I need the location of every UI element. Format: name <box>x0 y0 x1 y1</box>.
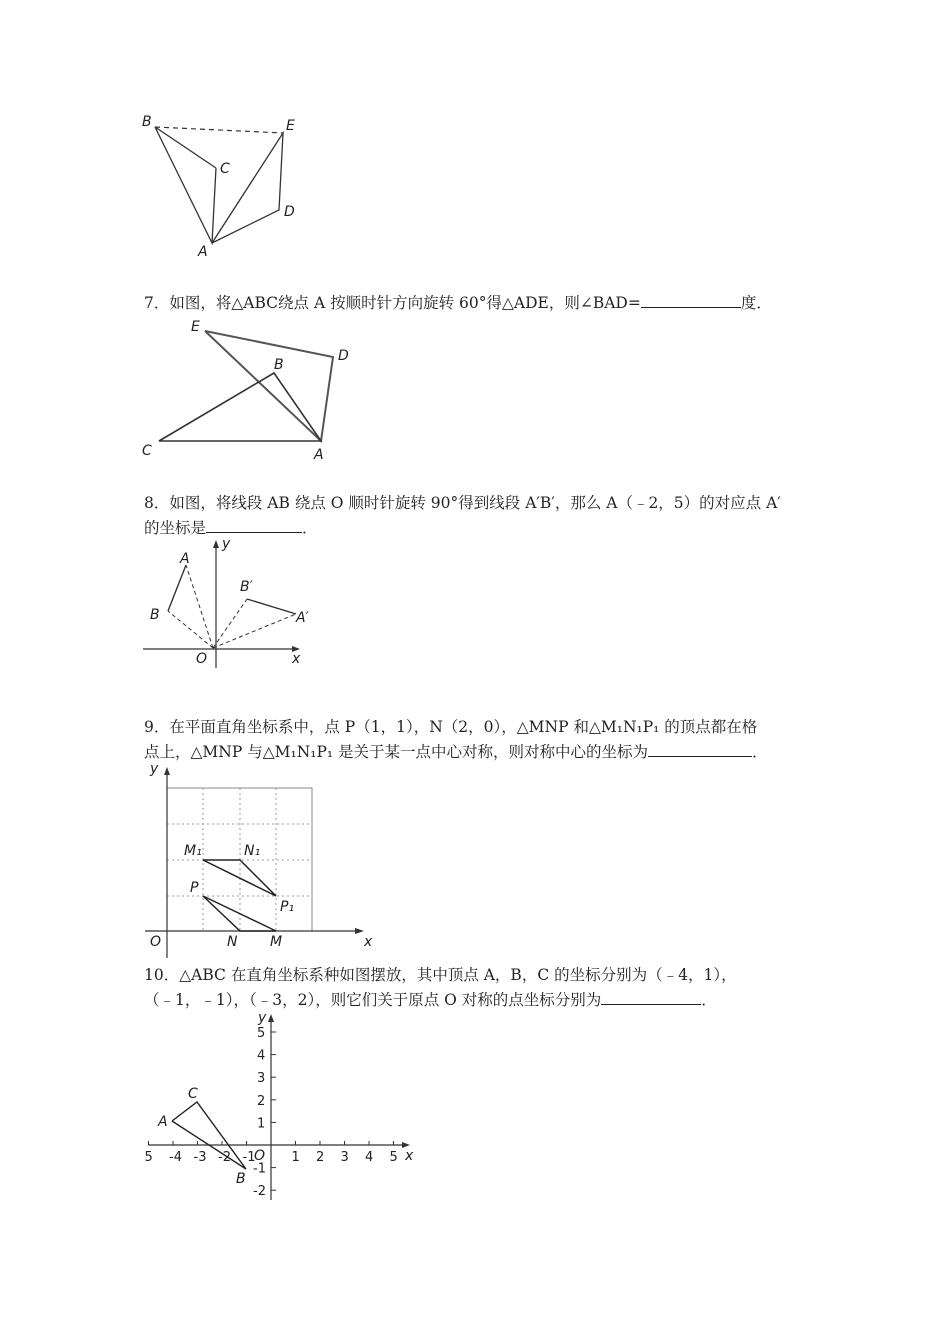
y-tick-label: -2 <box>253 1184 266 1200</box>
question-number: 7． <box>144 294 170 312</box>
label-p: P <box>190 880 199 896</box>
label-a: A <box>198 244 208 260</box>
question-unit: 度． <box>740 294 772 312</box>
label-p1: P₁ <box>280 899 295 915</box>
label-a: A <box>158 1114 168 1130</box>
question-text-line2: 的坐标是 <box>144 519 207 537</box>
label-b: B <box>236 1171 246 1187</box>
label-c: C <box>188 1086 198 1102</box>
y-tick-label: 2 <box>257 1093 266 1109</box>
x-tick-label: 5 <box>144 1150 153 1165</box>
label-x: x <box>292 651 301 667</box>
label-b: B <box>274 357 284 373</box>
x-tick-label: 3 <box>340 1150 349 1165</box>
y-tick-label: 5 <box>257 1026 266 1041</box>
label-x: x <box>364 934 373 950</box>
label-e: E <box>191 319 200 335</box>
label-y: y <box>222 536 231 552</box>
label-o: O <box>150 934 162 950</box>
question-text-line1: △ABC 在直角坐标系种如图摆放，其中顶点 A，B，C 的坐标分别为（﹣4，1）， <box>179 966 737 984</box>
label-a: A <box>180 551 190 567</box>
question-text-line1: 如图，将线段 AB 绕点 O 顺时针旋转 90°得到线段 A′B′，那么 A（﹣2，5）的对应点 A′ <box>169 494 781 512</box>
label-n1: N₁ <box>244 843 261 859</box>
x-tick-label: -2 <box>218 1150 231 1165</box>
question-text-line1: 在平面直角坐标系中，点 P（1，1），N（2，0），△MNP 和△M₁N₁P₁ 的顶点都在格 <box>169 718 758 736</box>
x-tick-label: 2 <box>316 1150 325 1165</box>
label-e: E <box>286 118 295 134</box>
label-m: M <box>270 934 283 950</box>
label-b-prime: B′ <box>240 579 253 595</box>
question-number: 9． <box>144 718 170 736</box>
label-y: y <box>150 761 159 777</box>
y-tick-label: 4 <box>257 1048 266 1064</box>
x-tick-label: 1 <box>291 1150 300 1165</box>
label-c: C <box>220 161 230 177</box>
question-number: 8． <box>144 494 170 512</box>
label-b: B <box>142 114 152 130</box>
y-ticks <box>253 1026 276 1199</box>
x-tick-label: -1 <box>242 1150 256 1165</box>
x-tick-label: 5 <box>389 1150 398 1165</box>
label-n: N <box>227 934 238 950</box>
x-tick-label: -3 <box>193 1150 207 1165</box>
label-a: A <box>314 447 324 463</box>
question-number: 10． <box>144 966 180 984</box>
label-x: x <box>405 1148 414 1164</box>
y-tick-label: -1 <box>253 1161 266 1177</box>
y-tick-label: 1 <box>257 1116 266 1132</box>
x-tick-label: 4 <box>365 1150 374 1165</box>
x-tick-label: -4 <box>169 1150 182 1165</box>
label-o: O <box>254 1148 266 1164</box>
question-text-line2: 点上，△MNP 与△M₁N₁P₁ 是关于某一点中心对称，则对称中心的坐标为 <box>144 743 649 761</box>
question-end: ． <box>701 991 717 1009</box>
label-o: O <box>196 651 208 667</box>
label-a-prime: A′ <box>296 610 309 626</box>
question-end: ． <box>752 743 768 761</box>
label-m1: M₁ <box>184 843 202 859</box>
label-y: y <box>258 1010 267 1026</box>
question-text: 如图，将△ABC绕点 A 按顺时针方向旋转 60°得△ADE，则∠BAD= <box>169 294 641 312</box>
y-tick-label: 3 <box>257 1071 266 1087</box>
question-text-line2: （﹣1，﹣1），（﹣3，2），则它们关于原点 O 对称的点坐标分别为 <box>144 991 602 1009</box>
label-c: C <box>142 443 152 459</box>
question-end: ． <box>302 519 318 537</box>
label-d: D <box>284 204 295 220</box>
triangle-abc <box>172 1102 246 1169</box>
label-b: B <box>150 607 160 623</box>
label-d: D <box>338 348 349 364</box>
